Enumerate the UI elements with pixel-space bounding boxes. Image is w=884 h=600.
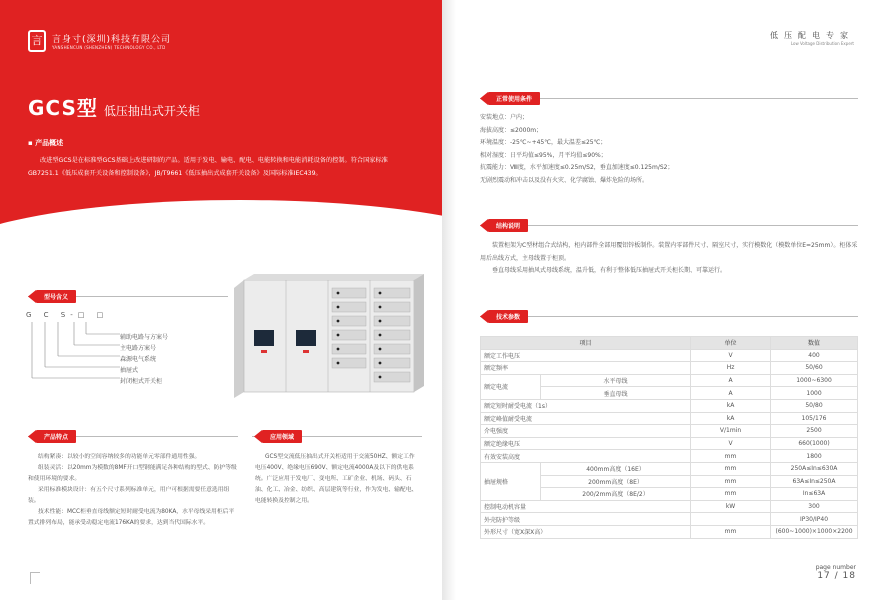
cell-value: 63A≤In≤250A [771, 475, 858, 488]
cell-unit: mm [691, 475, 771, 488]
company-logo [28, 30, 171, 52]
feature-paragraph: 技术性能：MCC柜垂直母线额定短时耐受电流为80KA，水平母线采用柜后平置式排列布局，能承受动稳定电流176KA的要求，达到当代国际水平。 [28, 509, 235, 526]
model-item: 抽屉式 [120, 367, 139, 374]
table-row [481, 500, 858, 513]
overview-heading: ▪ 产品概述 [28, 139, 64, 147]
cell-unit: kW [691, 500, 771, 513]
condition-line: 环境温度：-25℃~+45℃，最大温差≤25℃； [480, 139, 607, 146]
cell-unit: V/1min [691, 425, 771, 438]
title-sub: 低压抽出式开关柜 [103, 104, 200, 118]
col-header-unit: 单位 [691, 337, 771, 350]
model-item: 封闭柜式开关柜 [120, 378, 163, 385]
condition-line: 无剧烈震动和冲击以及没有火灾、化学腐蚀、爆炸危险的场所。 [480, 176, 649, 184]
cell-sub: 200mm高度（8E） [541, 475, 691, 488]
table-header-row [481, 337, 858, 350]
cell-item: 额定短时耐受电流（1s） [481, 399, 691, 412]
tech-params-table [480, 336, 858, 539]
cell-sub: 水平母线 [541, 374, 691, 387]
cell-value: 1800 [771, 450, 858, 463]
model-item: 主电路方案号 [120, 345, 157, 352]
product-title [28, 92, 200, 121]
feature-paragraph: 组装灵活：以20mm为模数的8MF开口型钢能满足各种结构的型式、防护等级和使用环境的要求。 [28, 465, 237, 482]
conditions-text [480, 112, 860, 187]
switchgear-cabinet-image [234, 274, 424, 400]
cell-item: 额定绝缘电压 [481, 437, 691, 450]
model-meaning-list [120, 332, 168, 387]
cell-item: 有效安装高度 [481, 450, 691, 463]
cell-item: 介电强度 [481, 425, 691, 438]
title-main: GCS型 [28, 96, 98, 120]
cell-unit [691, 513, 771, 526]
overview-heading-text: 产品概述 [35, 139, 64, 147]
condition-line: 相对湿度：日平均值≤95%，月平均值≤90%； [480, 151, 607, 159]
page-number-label: page number [815, 564, 856, 571]
table-row [481, 412, 858, 425]
cell-sub: 200/2mm高度（8E/2） [541, 488, 691, 501]
structure-heading: 结构说明 [488, 219, 528, 232]
divider [480, 225, 858, 226]
page-number-value: 17 / 18 [817, 571, 856, 581]
structure-paragraph: 装置柜架为C型材组合式结构，柜内部件全部用覆铝锌板制作。装置内零部件尺寸、隔室尺寸，实行模数化（模数单位E=25mm）。柜体采用后出线方式，主母线置于柜顶。 [480, 242, 858, 262]
model-item: 辅助电路与方案号 [120, 334, 169, 341]
condition-line: 海拔高度：≤2000m； [480, 126, 543, 134]
cell-sub: 400mm高度（16E） [541, 462, 691, 475]
cell-unit: mm [691, 488, 771, 501]
cell-value: 250A≤In≤630A [771, 462, 858, 475]
brand-slogan [770, 30, 854, 46]
features-heading: 产品特点 [36, 430, 76, 443]
cell-item: 外壳防护等级 [481, 513, 691, 526]
overview-text: 改进型GCS是在标准型GCS基础上改进研制的产品。适用于发电、输电、配电、电能转换和电能消耗设备的控制。符合国家标准GB7251.1《低压成套开关设备和控制设备》，JB/T9661《低压抽出式成套开关设备》及国际标准IEC439。 [28, 157, 388, 177]
application-heading: 应用领域 [262, 430, 302, 443]
conditions-heading: 正常使用条件 [488, 92, 540, 105]
cell-value: 400 [771, 349, 858, 362]
table-row [481, 425, 858, 438]
cell-value: 105/176 [771, 412, 858, 425]
cell-value: 1000 [771, 387, 858, 400]
divider [480, 316, 858, 317]
col-header-item: 项目 [481, 337, 691, 350]
cell-unit: mm [691, 462, 771, 475]
cell-item: 额定电流 [481, 374, 541, 399]
structure-text [480, 240, 860, 278]
cell-unit: kA [691, 412, 771, 425]
feature-paragraph: 采用标准模块设计：有五个尺寸系列标准单元，用户可根据需要任意选用组装。 [28, 487, 230, 504]
cell-unit: Hz [691, 362, 771, 375]
model-item: 森源电气系统 [120, 356, 157, 363]
cell-value: 2500 [771, 425, 858, 438]
brand-slogan-en: Low Voltage Distribution Expert [790, 41, 854, 46]
table-row [481, 513, 858, 526]
page-fold-shadow [442, 0, 456, 600]
cell-unit: A [691, 387, 771, 400]
features-text [28, 452, 238, 529]
company-name-cn: 言身寸(深圳)科技有限公司 [52, 35, 172, 45]
model-code: G C S-□ □ [26, 311, 109, 319]
page-number [816, 564, 856, 581]
cell-value: 50/80 [771, 399, 858, 412]
cell-item: 控制电动机容量 [481, 500, 691, 513]
logo-icon: 言 [28, 30, 46, 52]
cell-value: (600~1000)×1000×2200 [771, 525, 858, 538]
cell-value: 1000~6300 [771, 374, 858, 387]
cell-item: 额定峰值耐受电流 [481, 412, 691, 425]
application-text: GCS型交流低压抽出式开关柜适用于交流50HZ、额定工作电压400V、绝缘电压690V、额定电流4000A及以下的供电系统。广泛应用于发电厂、变电所、工矿企业、机场、码头、石油、化工、冶金、纺织、高层建筑等行业，作为发电、输配电、电能转换及控制之用。 [255, 454, 418, 504]
cell-unit: kA [691, 399, 771, 412]
cell-value: In≤63A [771, 488, 858, 501]
cell-unit: mm [691, 525, 771, 538]
condition-line: 抗震能力：Ⅷ度，水平加速度≤0.25m/S2，垂直加速度≤0.125m/S2； [480, 164, 674, 171]
params-heading: 技术参数 [488, 310, 528, 323]
brand-slogan-cn: 低压配电专家 [770, 31, 854, 40]
table-row [481, 450, 858, 463]
cell-unit: V [691, 437, 771, 450]
corner-mark [30, 572, 40, 584]
model-heading: 型号含义 [36, 290, 76, 303]
condition-line: 安装地点：户内； [480, 114, 529, 121]
cell-value: IP30/IP40 [771, 513, 858, 526]
cell-item: 额定频率 [481, 362, 691, 375]
cell-unit: V [691, 349, 771, 362]
cell-sub: 垂直母线 [541, 387, 691, 400]
cell-item: 外形尺寸（宽X深X高） [481, 525, 691, 538]
table-row [481, 349, 858, 362]
structure-paragraph: 垂直母线采用抽风式母线系统，温升低，有利于整体低压抽屉式开关柜长期、可靠运行。 [492, 267, 727, 274]
cell-unit: A [691, 374, 771, 387]
table-row [481, 362, 858, 375]
cell-item: 抽屉规格 [481, 462, 541, 500]
cell-value: 50/60 [771, 362, 858, 375]
feature-paragraph: 结构紧凑：以较小的空间容纳较多的功能单元零部件通用性强。 [38, 454, 201, 460]
cell-value: 660(1000) [771, 437, 858, 450]
table-row [481, 399, 858, 412]
model-diagram-lines [30, 322, 126, 384]
table-row [481, 462, 858, 475]
table-row [481, 525, 858, 538]
cell-unit: mm [691, 450, 771, 463]
company-name-en: YANSHENCUN (SHENZHEN) TECHNOLOGY CO., LTD [52, 45, 166, 50]
cell-item: 额定工作电压 [481, 349, 691, 362]
table-row [481, 437, 858, 450]
col-header-value: 数值 [771, 337, 858, 350]
cell-value: 300 [771, 500, 858, 513]
table-row [481, 374, 858, 387]
